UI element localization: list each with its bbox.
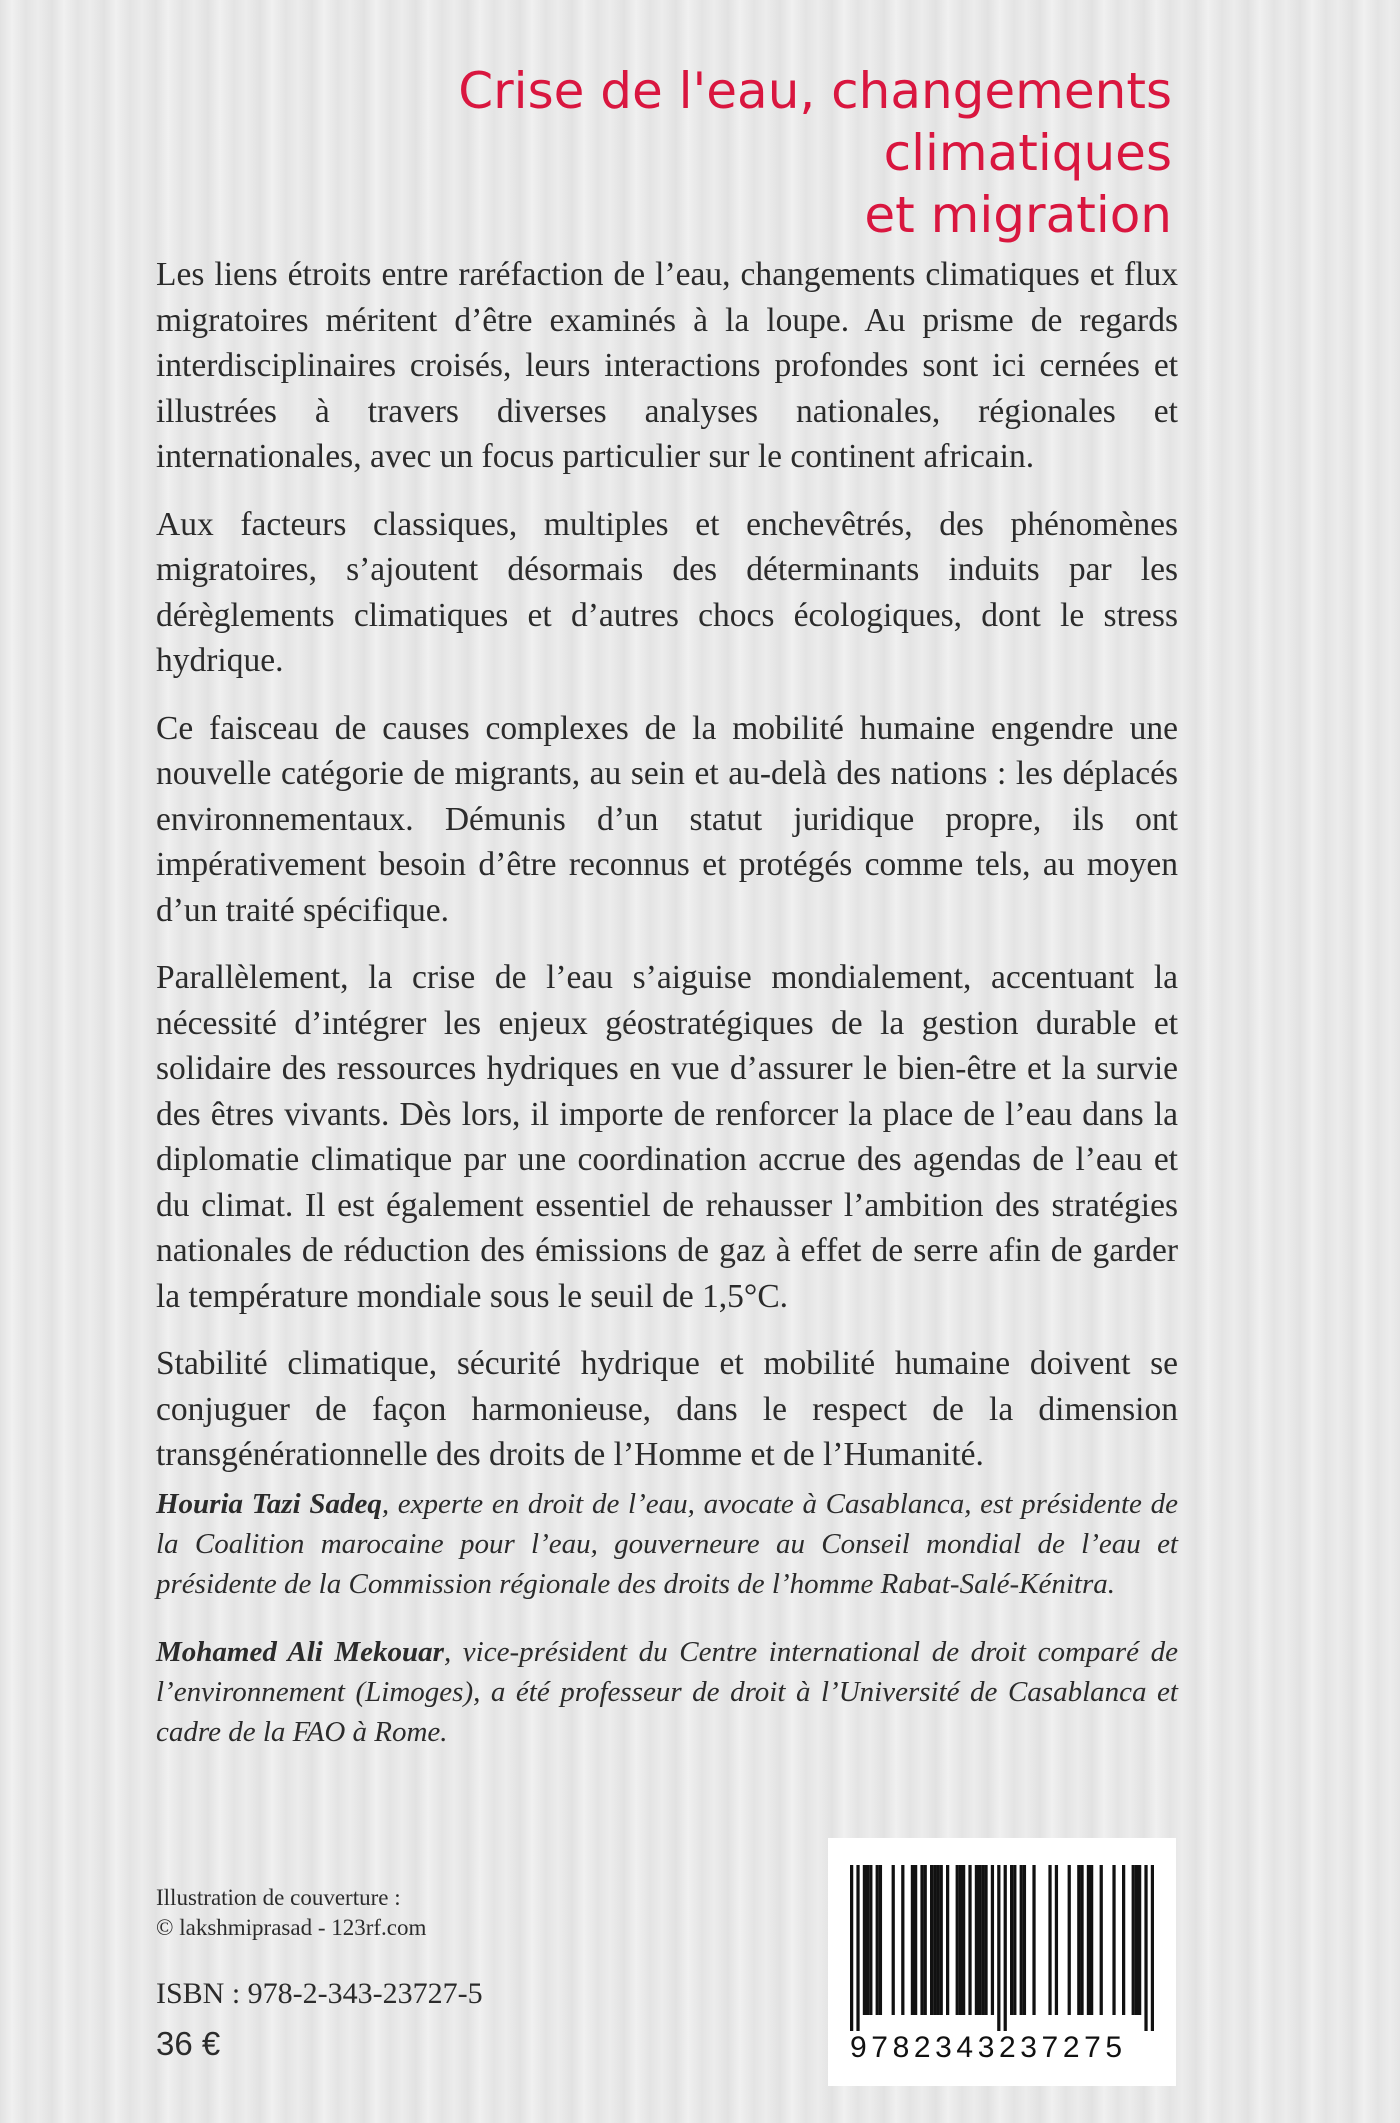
barcode-bar: [920, 1865, 923, 2015]
barcode-bar: [856, 1865, 859, 2031]
barcode-bar: [1048, 1865, 1051, 2015]
barcode-bar: [1138, 1865, 1141, 2015]
barcode-bar: [956, 1865, 959, 2015]
barcode-bar: [1020, 1865, 1023, 2015]
barcode-bar: [1068, 1865, 1071, 2015]
summary-paragraph: Stabilité climatique, sécurité hydrique et mobilité humaine doivent se conjuguer de façon harmonieuse, dans le respect de la dimension transgénérationnelle des droits de l’Homme et de l’Humanité.: [156, 1345, 1178, 1473]
author-bios: [156, 1484, 1178, 1780]
barcode-bar: [1032, 1865, 1035, 2015]
barcode-bar: [962, 1865, 965, 2015]
barcode-bar: [978, 1865, 981, 2015]
barcode-bar: [1087, 1865, 1090, 2015]
barcode-bar: [876, 1865, 879, 2015]
summary-paragraph: Ce faisceau de causes complexes de la mobilité humaine engendre une nouvelle catégorie de migrants, au sein et au-delà des nations : les déplacés environnementaux. Démunis d’un statut juridique propre, ils ont impérativement besoin d’être reconnus et protégés comme tels, au moyen d’un traité spécifique.: [156, 709, 1178, 929]
barcode-bar: [1077, 1865, 1080, 2015]
back-cover-summary: [156, 252, 1178, 1500]
summary-paragraph: Les liens étroits entre raréfaction de l’eau, changements climatiques et flux migratoires méritent d’être examinés à la loupe. Au prisme de regards interdisciplinaires croisés, leurs interactions profondes sont ici cernées et illustrées à travers diverses analyses nationales, régionales et internationales, avec un focus particulier sur le continent africain.: [156, 256, 1178, 475]
barcode-bar: [984, 1865, 987, 2015]
title-line-1: Crise de l'eau, changements climatiques: [458, 62, 1172, 182]
barcode-bar: [1112, 1865, 1115, 2015]
author-bio: [156, 1632, 1178, 1752]
barcode-bar: [930, 1865, 933, 2015]
barcode-bar: [850, 1865, 853, 2031]
barcode-digits: 9782343237275: [850, 2031, 1127, 2064]
barcode-bar: [1013, 1865, 1016, 2015]
barcode-bar: [1055, 1865, 1058, 2015]
barcode-bar: [997, 1865, 1000, 2031]
barcode-bar: [981, 1865, 984, 2015]
barcode-bar: [1080, 1865, 1083, 2015]
barcode-bar: [1135, 1865, 1138, 2015]
isbn: ISBN : 978-2-343-23727-5: [156, 1977, 483, 2010]
author-name: Houria Tazi Sadeq: [156, 1488, 382, 1520]
barcode-bar: [975, 1865, 978, 2015]
barcode-bar: [892, 1865, 895, 2015]
barcode-bar: [991, 1865, 994, 2015]
barcode-bars: [850, 1865, 1154, 2031]
barcode-bar: [1010, 1865, 1013, 2015]
price: 36 €: [156, 2025, 221, 2062]
barcode-bar: [968, 1865, 971, 2015]
barcode-bar: [863, 1865, 866, 2015]
summary-paragraph: Aux facteurs classiques, multiples et enchevêtrés, des phénomènes migratoires, s’ajoutent désormais des déterminants induits par les dérèglements climatiques et d’autres chocs écologiques, dont le stress hydrique.: [156, 505, 1178, 679]
author-description: , experte en droit de l’eau, avocate à Casablanca, est présidente de la Coalition marocaine pour l’eau, gouverneure au Conseil mondial de l’eau et présidente de la Commission régionale des droits de l’homme Rabat-Salé-Kénitra.: [156, 1488, 1178, 1600]
credit-label: Illustration de couverture :: [156, 1885, 401, 1910]
barcode-bar: [924, 1865, 927, 2015]
barcode: [828, 1838, 1176, 2086]
barcode-bar: [1004, 1865, 1007, 2031]
barcode-bar: [933, 1865, 936, 2015]
barcode-bar: [1122, 1865, 1125, 2015]
author-description: , vice-président du Centre international de droit comparé de l’environnement (Limoges), a été professeur de droit à l’Université de Casablanca et cadre de la FAO à Rome.: [156, 1636, 1178, 1748]
barcode-bar: [946, 1865, 949, 2015]
barcode-bar: [1100, 1865, 1103, 2015]
title-line-2: et migration: [864, 186, 1172, 244]
barcode-bar: [901, 1865, 904, 2015]
barcode-bar: [879, 1865, 882, 2015]
barcode-bar: [914, 1865, 917, 2015]
barcode-bar: [1144, 1865, 1147, 2031]
barcode-bar: [959, 1865, 962, 2015]
summary-paragraph: Parallèlement, la crise de l’eau s’aiguise mondialement, accentuant la nécessité d’intégrer les enjeux géostratégiques de la gestion durable et solidaire des ressources hydriques en vue d’assurer le bien-être et la survie des êtres vivants. Dès lors, il importe de renforcer la place de l’eau dans la diplomatie climatique par une coordination accrue des agendas de l’eau et du climat. Il est également essentiel de rehausser l’ambition des stratégies nationales de réduction des émissions de gaz à effet de serre afin de garder la température mondiale sous le seuil de 1,5°C.: [156, 959, 1178, 1315]
barcode-bar: [936, 1865, 939, 2015]
barcode-bar: [911, 1865, 914, 2015]
barcode-bar: [1132, 1865, 1135, 2015]
author-bio: [156, 1484, 1178, 1604]
barcode-bar: [869, 1865, 872, 2015]
author-name: Mohamed Ali Mekouar: [156, 1636, 444, 1668]
barcode-bar: [1023, 1865, 1026, 2015]
barcode-bar: [1090, 1865, 1093, 2015]
barcode-bar: [866, 1865, 869, 2015]
barcode-bar: [1151, 1865, 1154, 2031]
barcode-bar: [940, 1865, 943, 2015]
cover-illustration-credit: [156, 1883, 426, 1943]
book-title: [172, 60, 1172, 246]
credit-source: © lakshmiprasad - 123rf.com: [156, 1915, 427, 1940]
